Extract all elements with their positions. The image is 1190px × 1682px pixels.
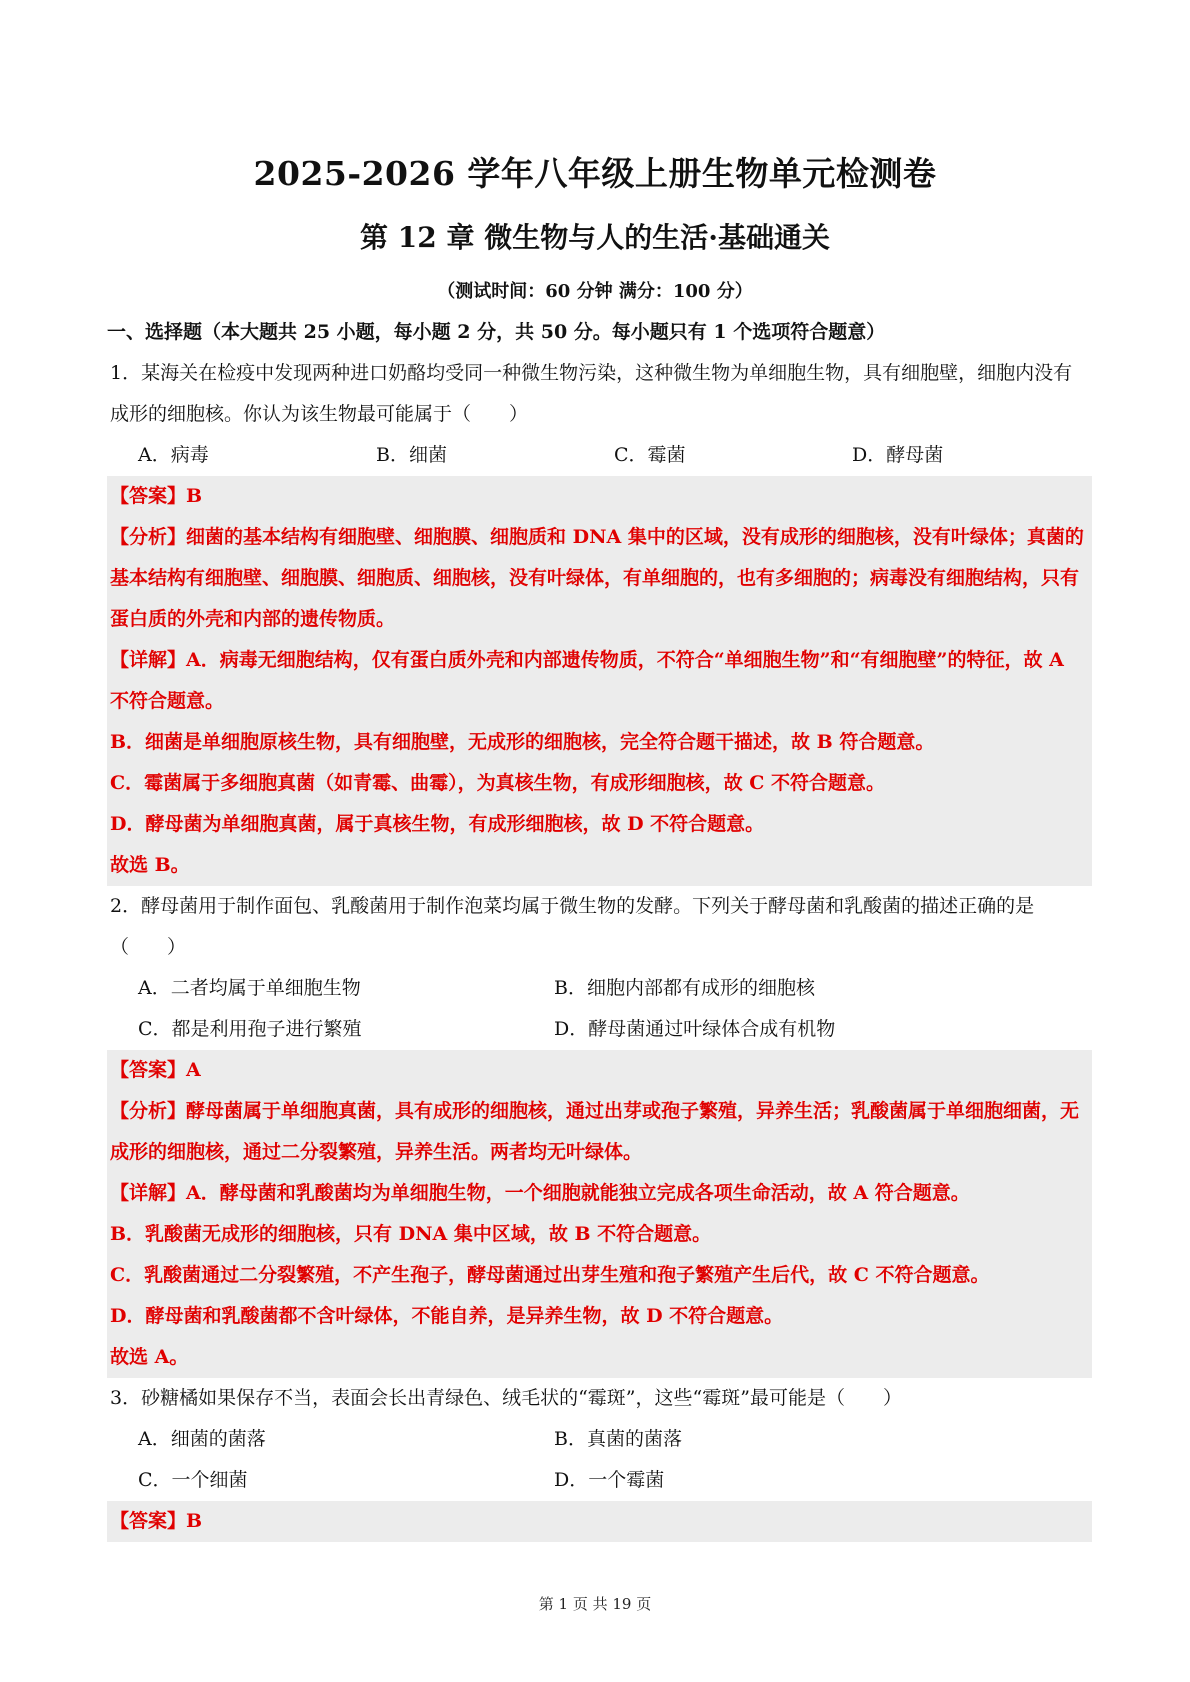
option-c: C．都是利用孢子进行繁殖 xyxy=(138,1018,362,1040)
answer-detail-b: B．乳酸菌无成形的细胞核，只有 DNA 集中区域，故 B 不符合题意。 xyxy=(110,1223,712,1245)
exam-title: 2025-2026 学年八年级上册生物单元检测卷 xyxy=(253,154,937,193)
answer-analysis: 【分析】酵母菌属于单细胞真菌，具有成形的细胞核，通过出芽或孢子繁殖，异养生活；乳酸菌属于单细胞细菌，无成形的细胞核，通过二分裂繁殖，异养生活。两者均无叶绿体。 xyxy=(110,1100,1080,1163)
question-body xyxy=(107,317,1087,1542)
option-row xyxy=(107,1460,1087,1501)
answer-detail-c: C．霉菌属于多细胞真菌（如青霉、曲霉），为真核生物，有成形细胞核，故 C 不符合题意。 xyxy=(110,772,885,794)
answer-block xyxy=(107,1501,1092,1542)
option-a: A．二者均属于单细胞生物 xyxy=(138,977,361,999)
answer-key: 【答案】A xyxy=(110,1059,201,1081)
option-c: C．一个细菌 xyxy=(138,1469,248,1491)
answer-conclusion: 故选 B。 xyxy=(110,854,190,876)
option-c: C．霉菌 xyxy=(614,444,686,466)
answer-detail: 【详解】A．病毒无细胞结构，仅有蛋白质外壳和内部遗传物质，不符合“单细胞生物”和“有细胞壁”的特征，故 A 不符合题意。 xyxy=(110,649,1064,712)
option-row xyxy=(107,435,1087,476)
option-a: A．病毒 xyxy=(138,444,209,466)
question-stem: 1．某海关在检疫中发现两种进口奶酪均受同一种微生物污染，这种微生物为单细胞生物，具有细胞壁，细胞内没有成形的细胞核。你认为该生物最可能属于（ ） xyxy=(110,362,1073,425)
answer-key: 【答案】B xyxy=(110,485,203,507)
answer-block xyxy=(107,1050,1092,1378)
question-3 xyxy=(107,1378,1087,1542)
option-b: B．细胞内部都有成形的细胞核 xyxy=(554,977,815,999)
option-row xyxy=(107,1419,1087,1460)
section-heading: 一、选择题（本大题共 25 小题，每小题 2 分，共 50 分。每小题只有 1 个选项符合题意） xyxy=(107,321,886,343)
option-d: D．一个霉菌 xyxy=(554,1469,665,1491)
answer-conclusion: 故选 A。 xyxy=(110,1346,189,1368)
question-stem: 3．砂糖橘如果保存不当，表面会长出青绿色、绒毛状的“霉斑”，这些“霉斑”最可能是（ ） xyxy=(110,1387,902,1409)
answer-detail-c: C．乳酸菌通过二分裂繁殖，不产生孢子，酵母菌通过出芽生殖和孢子繁殖产生后代，故 C 不符合题意。 xyxy=(110,1264,990,1286)
option-row xyxy=(107,968,1087,1009)
answer-detail-d: D．酵母菌为单细胞真菌，属于真核生物，有成形细胞核，故 D 不符合题意。 xyxy=(110,813,765,835)
question-stem: 2．酵母菌用于制作面包、乳酸菌用于制作泡菜均属于微生物的发酵。下列关于酵母菌和乳酸菌的描述正确的是（ ） xyxy=(110,895,1035,958)
option-d: D．酵母菌通过叶绿体合成有机物 xyxy=(554,1018,836,1040)
page-number: 第 1 页 共 19 页 xyxy=(538,1595,652,1613)
option-b: B．细菌 xyxy=(376,444,447,466)
option-b: B．真菌的菌落 xyxy=(554,1428,682,1450)
option-a: A．细菌的菌落 xyxy=(138,1428,266,1450)
answer-detail: 【详解】A．酵母菌和乳酸菌均为单细胞生物，一个细胞就能独立完成各项生命活动，故 A 符合题意。 xyxy=(110,1182,970,1204)
option-d: D．酵母菌 xyxy=(852,444,944,466)
answer-detail-d: D．酵母菌和乳酸菌都不含叶绿体，不能自养，是异养生物，故 D 不符合题意。 xyxy=(110,1305,784,1327)
chapter-subtitle: 第 12 章 微生物与人的生活·基础通关 xyxy=(360,221,830,254)
question-1 xyxy=(107,353,1087,886)
question-2 xyxy=(107,886,1087,1378)
answer-detail-b: B．细菌是单细胞原核生物，具有细胞壁，无成形的细胞核，完全符合题干描述，故 B 符合题意。 xyxy=(110,731,935,753)
exam-meta: （测试时间：60 分钟 满分：100 分） xyxy=(437,281,753,302)
answer-block xyxy=(107,476,1092,886)
option-row xyxy=(107,1009,1087,1050)
answer-analysis: 【分析】细菌的基本结构有细胞壁、细胞膜、细胞质和 DNA 集中的区域，没有成形的细胞核，没有叶绿体；真菌的基本结构有细胞壁、细胞膜、细胞质、细胞核，没有叶绿体，有单细胞的，也有多细胞的；病毒没有细胞结构，只有蛋白质的外壳和内部的遗传物质。 xyxy=(110,526,1084,630)
answer-key: 【答案】B xyxy=(110,1510,203,1532)
